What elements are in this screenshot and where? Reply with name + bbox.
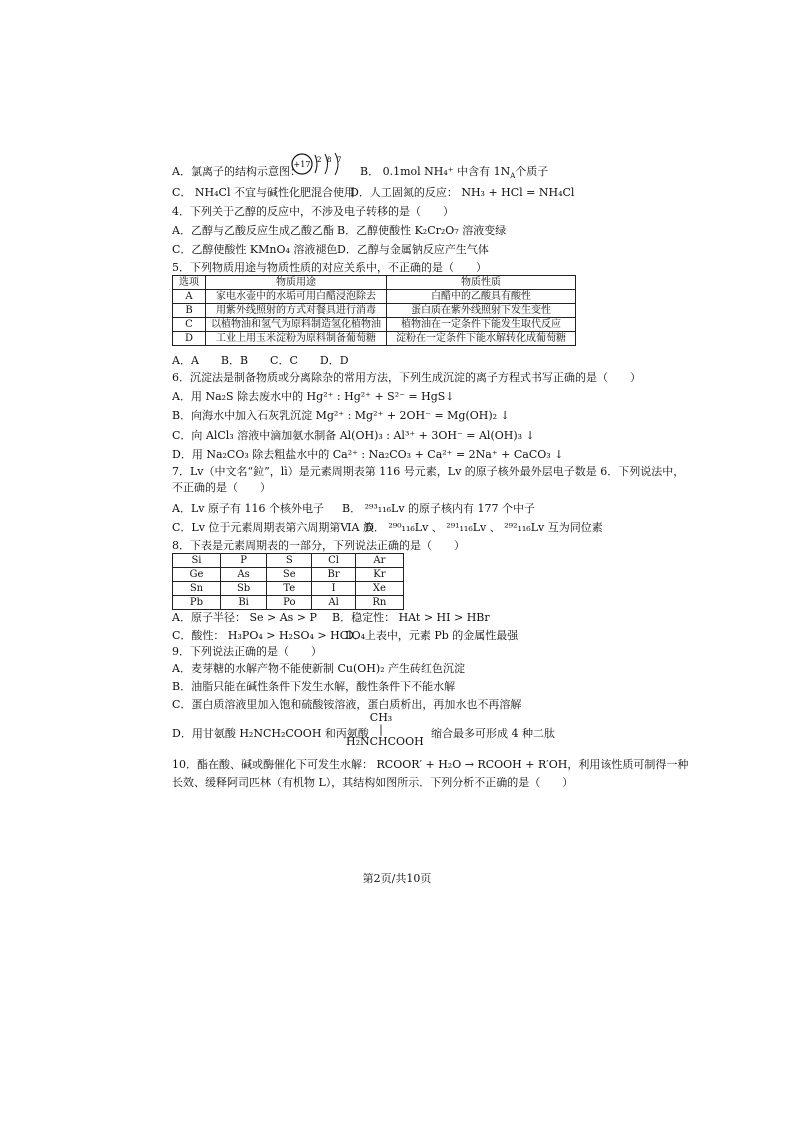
q7-option-a: A．Lv 原子有 116 个核外电子 xyxy=(172,502,324,515)
element-cell: Sn xyxy=(173,582,221,596)
element-cell: Pb xyxy=(173,596,221,610)
q9-option-c: C．蛋白质溶液里加入饱和硫酸铵溶液，蛋白质析出，再加水也不再溶解 xyxy=(172,698,522,711)
table-cell: A xyxy=(173,290,206,304)
table-cell: 白醋中的乙酸具有酸性 xyxy=(387,290,576,304)
element-cell: Bi xyxy=(220,596,266,610)
q6-option-d: D．用 Na₂CO₃ 除去粗盐水中的 Ca²⁺ : Na₂CO₃ + Ca²⁺ = 2Na⁺ + CaCO₃ ↓ xyxy=(172,448,564,461)
q5-table xyxy=(172,275,576,346)
table-cell: 用紫外线照射的方式对餐具进行消毒 xyxy=(206,304,387,318)
q4-option-b: B．乙醇使酸性 K₂Cr₂O₇ 溶液变绿 xyxy=(337,224,507,237)
q3-option-a: A．氯离子的结构示意图： xyxy=(172,165,301,178)
table-cell: C xyxy=(173,318,206,332)
element-cell: S xyxy=(267,554,312,568)
q6-option-a: A．用 Na₂S 除去废水中的 Hg²⁺ : Hg²⁺ + S²⁻ = HgS↓ xyxy=(172,390,455,403)
table-cell: D xyxy=(173,332,206,346)
q7-option-d: D． ²⁹⁰₁₁₆Lv 、 ²⁹¹₁₁₆Lv 、 ²⁹²₁₁₆Lv 互为同位素 xyxy=(365,521,603,534)
q9-stem: 9．下列说法正确的是（ ） xyxy=(172,645,322,658)
table-cell: B xyxy=(173,304,206,318)
q8-option-b: B．稳定性： HAt > HI > HBr xyxy=(332,611,490,624)
table-row xyxy=(173,554,404,568)
table-cell: 植物油在一定条件下能发生取代反应 xyxy=(387,318,576,332)
q8-option-a: A．原子半径： Se > As > P xyxy=(172,611,317,624)
q3-option-c: C． NH₄Cl 不宜与碱性化肥混合使用 xyxy=(172,186,355,199)
alanine-methyl-group: CH₃ xyxy=(369,711,393,724)
element-cell: Po xyxy=(267,596,312,610)
q4-option-c: C．乙醇使酸性 KMnO₄ 溶液褪色 xyxy=(172,243,338,256)
q5-header-property: 物质性质 xyxy=(387,276,576,290)
q9-option-a: A．麦芽糖的水解产物不能使新制 Cu(OH)₂ 产生砖红色沉淀 xyxy=(172,662,466,675)
q5-options: A．A B．B C．C D．D xyxy=(172,354,349,367)
element-cell: Ar xyxy=(355,554,403,568)
q4-option-a: A．乙醇与乙酸反应生成乙酸乙酯 xyxy=(172,224,334,237)
q7-option-c: C．Lv 位于元素周期表第六周期第ⅥA 族 xyxy=(172,521,374,534)
table-row xyxy=(173,318,576,332)
q7-stem-continued: 不正确的是（ ） xyxy=(172,481,271,494)
element-cell: Al xyxy=(312,596,355,610)
element-cell: I xyxy=(312,582,355,596)
shell-3-electrons: 7 xyxy=(337,156,342,164)
table-cell: 工业上用玉米淀粉为原料制备葡萄糖 xyxy=(206,332,387,346)
q5-header-option: 选项 xyxy=(173,276,206,290)
q3-option-b-text: B． 0.1mol NH₄⁺ 中含有 1N xyxy=(360,165,511,178)
table-row xyxy=(173,290,576,304)
table-row xyxy=(173,568,404,582)
element-cell: Si xyxy=(173,554,221,568)
q5-header-use: 物质用途 xyxy=(206,276,387,290)
element-cell: Ge xyxy=(173,568,221,582)
shell-1-electrons: 2 xyxy=(317,156,322,164)
element-cell: Xe xyxy=(355,582,403,596)
table-row xyxy=(173,304,576,318)
q10-stem-line1: 10．酯在酸、碱或酶催化下可发生水解： RCOOR′ + H₂O → RCOOH + R′OH，利用该性质可制得一种 xyxy=(172,758,689,771)
q9-option-d: D．用甘氨酸 H₂NCH₂COOH 和丙氨酸 xyxy=(172,727,369,740)
element-cell: Sb xyxy=(220,582,266,596)
chloride-ion-structure-diagram xyxy=(291,151,349,177)
element-cell: Br xyxy=(312,568,355,582)
q5-table-header xyxy=(173,276,576,290)
q6-option-b: B．向海水中加入石灰乳沉淀 Mg²⁺ : Mg²⁺ + 2OH⁻ = Mg(OH)₂ ↓ xyxy=(172,409,510,422)
q7-stem: 7．Lv（中文名“鉝”，lì）是元素周期表第 116 号元素，Lv 的原子核外最外层电子数是 6．下列说法中， xyxy=(172,465,685,478)
table-row xyxy=(173,332,576,346)
q8-option-d: D．上表中，元素 Pb 的金属性最强 xyxy=(345,629,519,642)
alanine-bond: | xyxy=(379,723,383,736)
q4-option-d: D．乙醇与金属钠反应产生气体 xyxy=(337,243,489,256)
q3-option-d: D．人工固氮的反应： NH₃ + HCl = NH₄Cl xyxy=(350,186,575,199)
element-cell: Te xyxy=(267,582,312,596)
table-row xyxy=(173,596,404,610)
q6-stem: 6．沉淀法是制备物质或分离除杂的常用方法，下列生成沉淀的离子方程式书写正确的是（ ） xyxy=(172,371,641,384)
table-row xyxy=(173,582,404,596)
q9-option-d-tail: 缩合最多可形成 4 种二肽 xyxy=(431,727,555,740)
table-cell: 蛋白质在紫外线照射下发生变性 xyxy=(387,304,576,318)
periodic-table-fragment xyxy=(172,553,404,610)
element-cell: Cl xyxy=(312,554,355,568)
q3-option-b-tail: 个质子 xyxy=(515,165,549,178)
alanine-backbone: H₂NCHCOOH xyxy=(346,735,424,748)
table-cell: 淀粉在一定条件下能水解转化成葡萄糖 xyxy=(387,332,576,346)
q3-option-b: B． 0.1mol NH₄⁺ 中含有 $1N_A$个质子 xyxy=(360,165,549,181)
table-cell: 以植物油和氢气为原料制造氢化植物油 xyxy=(206,318,387,332)
q6-option-c: C．向 AlCl₃ 溶液中滴加氨水制备 Al(OH)₃ : Al³⁺ + 3OH⁻ = Al(OH)₃ ↓ xyxy=(172,429,535,442)
shell-2-electrons: 8 xyxy=(327,156,332,164)
alanine-structure xyxy=(346,711,424,748)
table-cell: 家电水壶中的水垢可用白醋浸泡除去 xyxy=(206,290,387,304)
element-cell: Se xyxy=(267,568,312,582)
q8-stem: 8．下表是元素周期表的一部分，下列说法正确的是（ ） xyxy=(172,539,465,552)
q8-option-c: C．酸性： H₃PO₄ > H₂SO₄ > HClO₄ xyxy=(172,629,366,642)
q5-stem: 5．下列物质用途与物质性质的对应关系中，不正确的是（ ） xyxy=(172,261,487,274)
page-number-footer: 第2页/共10页 xyxy=(362,872,432,885)
q4-stem: 4．下列关于乙醇的反应中，不涉及电子转移的是（ ） xyxy=(172,205,454,218)
element-cell: As xyxy=(220,568,266,582)
element-cell: Rn xyxy=(355,596,403,610)
atom-nucleus-charge: +17 xyxy=(293,160,311,169)
q7-option-b: B． ²⁹³₁₁₆Lv 的原子核内有 177 个中子 xyxy=(342,502,536,515)
element-cell: Kr xyxy=(355,568,403,582)
q9-option-b: B．油脂只能在碱性条件下发生水解，酸性条件下不能水解 xyxy=(172,680,456,693)
q10-stem-line2: 长效、缓释阿司匹林（有机物 L），其结构如图所示．下列分析不正确的是（ ） xyxy=(172,776,574,789)
element-cell: P xyxy=(220,554,266,568)
